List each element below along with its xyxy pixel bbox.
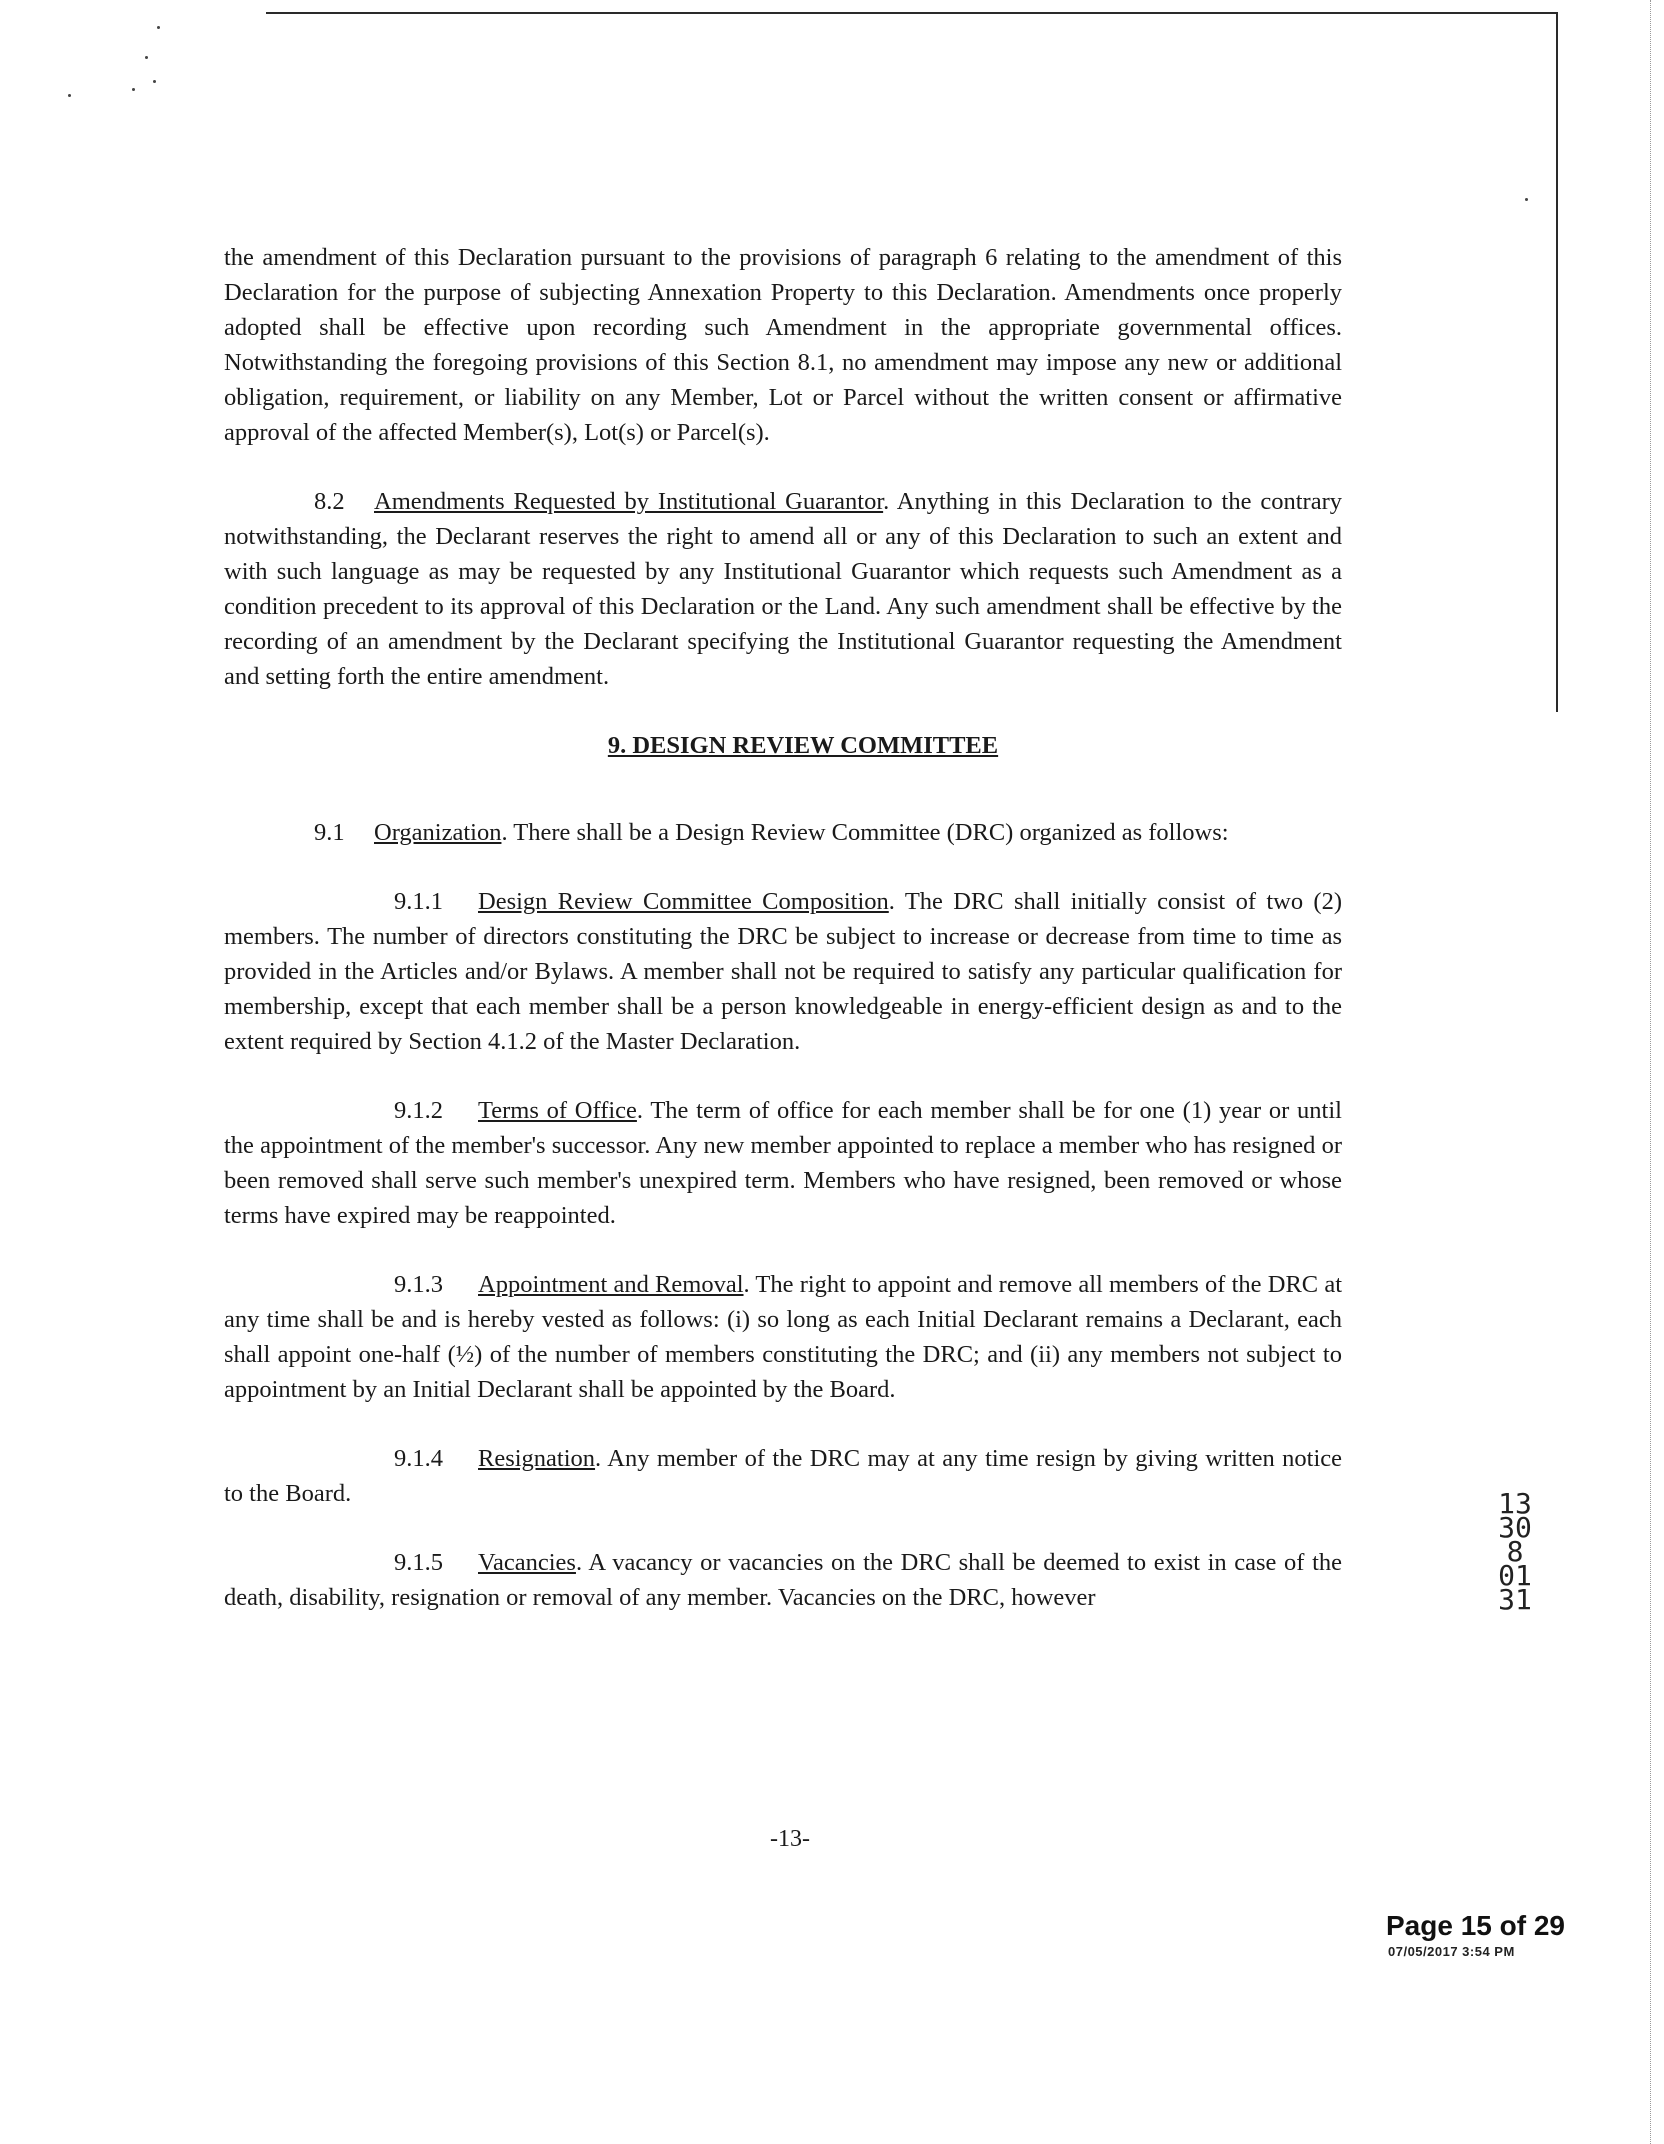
scan-speck	[68, 94, 71, 97]
page-number: -13-	[770, 1826, 810, 1852]
section-title: Terms of Office	[478, 1097, 637, 1124]
section-title: Vacancies	[478, 1549, 576, 1576]
section-number: 9.1.4	[394, 1445, 443, 1472]
section-number: 9.1.3	[394, 1271, 443, 1298]
section-title: Amendments Requested by Institutional Guarantor	[374, 488, 884, 515]
section-body: . Any member of the DRC may at any time resign by giving written notice to the Board.	[224, 1445, 1342, 1507]
scan-edge-line	[1650, 0, 1651, 2144]
section-title: Organization	[374, 819, 502, 846]
section-heading-9: 9. DESIGN REVIEW COMMITTEE	[607, 732, 999, 759]
section-number: 9.1	[314, 819, 345, 846]
page-frame-right-border	[1556, 12, 1558, 712]
section-number: 9.1.1	[394, 888, 443, 915]
section-8-2	[224, 484, 1342, 694]
section-9-1-4	[224, 1441, 1342, 1511]
page-frame-top-border	[266, 12, 1556, 14]
footer-page-label: Page 15 of 29	[1386, 1910, 1565, 1941]
section-body: . A vacancy or vacancies on the DRC shall be deemed to exist in case of the death, disability, resignation or removal of any member. Vacancies on the DRC, however	[224, 1549, 1342, 1611]
section-number: 8.2	[314, 488, 345, 515]
section-body: . The term of office for each member shall be for one (1) year or until the appointment of the member's successor. Any new member appointed to replace a member who has resigned or been removed shall serve such member's unexpired term. Members who have resigned, been removed or whose terms have expired may be reappointed.	[224, 1097, 1342, 1229]
section-9-1-3	[224, 1267, 1342, 1407]
section-body: . There shall be a Design Review Committee (DRC) organized as follows:	[501, 819, 1229, 846]
section-9-1-5	[224, 1545, 1342, 1615]
scan-speck	[157, 26, 160, 29]
scan-speck	[153, 80, 156, 83]
section-title: Appointment and Removal	[478, 1271, 744, 1298]
footer-timestamp: 07/05/2017 3:54 PM	[1388, 1944, 1515, 1959]
section-body: . The right to appoint and remove all members of the DRC at any time shall be and is hereby vested as follows: (i) so long as each Initial Declarant remains a Declarant, each shall appoint one-half (½) of the number of members constituting the DRC; and (ii) any members not subject to appointment by an Initial Declarant shall be appointed by the Board.	[224, 1271, 1343, 1403]
paragraph-8-1-continuation: the amendment of this Declaration pursuant to the provisions of paragraph 6 relating to the amendment of this Declaration for the purpose of subjecting Annexation Property to this Declaration. Amendments once properly adopted shall be effective upon recording such Amendment in the appropriate governmental offices. Notwithstanding the foregoing provisions of this Section 8.1, no amendment may impose any new or additional obligation, requirement, or liability on any Member, Lot or Parcel without the written consent or affirmative approval of the affected Member(s), Lot(s) or Parcel(s).	[224, 244, 1342, 446]
section-body: . The DRC shall initially consist of two (2) members. The number of directors constituting the DRC be subject to increase or decrease from time to time as provided in the Articles and/or Bylaws. A member shall not be required to satisfy any particular qualification for membership, except that each member shall be a person knowledgeable in energy-efficient design as and to the extent required by Section 4.1.2 of the Master Declaration.	[224, 888, 1342, 1055]
scan-speck	[132, 88, 135, 91]
document-body	[224, 240, 1342, 1649]
scan-speck	[145, 56, 148, 59]
section-number: 9.1.5	[394, 1549, 443, 1576]
recording-stamp: 13308 0131	[1498, 1487, 1532, 1616]
section-9-1-2	[224, 1093, 1342, 1233]
scan-speck	[1525, 198, 1528, 201]
section-body: . Anything in this Declaration to the contrary notwithstanding, the Declarant reserves the right to amend all or any of this Declaration to such an extent and with such language as may be requested by any Institutional Guarantor which requests such Amendment as a condition precedent to its approval of this Declaration or the Land. Any such amendment shall be effective by the recording of an amendment by the Declarant specifying the Institutional Guarantor requesting the Amendment and setting forth the entire amendment.	[224, 488, 1342, 690]
section-title: Resignation	[478, 1445, 596, 1472]
section-9-1-1	[224, 884, 1342, 1059]
section-title: Design Review Committee Composition	[478, 888, 889, 915]
section-number: 9.1.2	[394, 1097, 443, 1124]
section-9-1	[224, 815, 1342, 850]
